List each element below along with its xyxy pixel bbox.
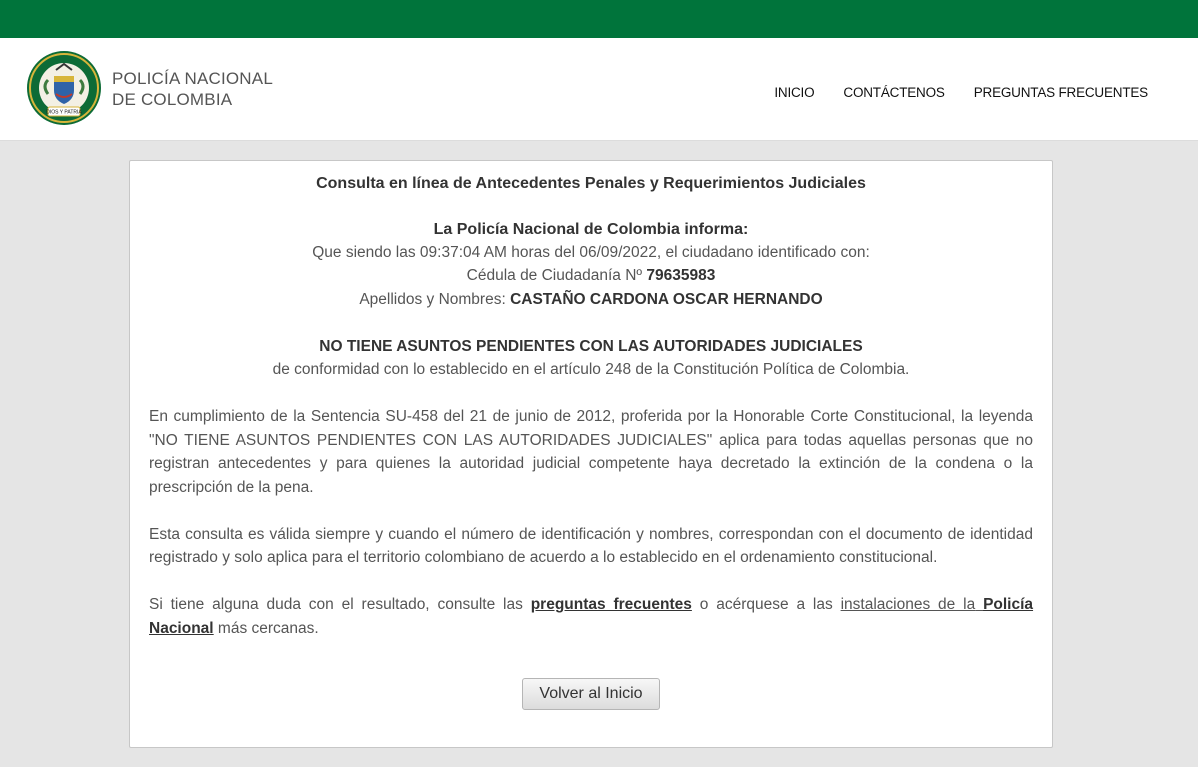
doubt-text-pre: Si tiene alguna duda con el resultado, consulte las [149, 596, 523, 613]
result-card [129, 160, 1053, 748]
brand-name [112, 68, 273, 110]
doubt-text-mid: o acérquese a las [699, 596, 833, 613]
svg-text:DIOS Y PATRIA: DIOS Y PATRIA [46, 109, 82, 116]
faq-link[interactable]: preguntas frecuentes [530, 596, 692, 613]
doubt-text-post: más cercanas. [217, 619, 319, 637]
time-line: Que siendo las 09:37:04 AM horas del 06/09/2022, el ciudadano identificado con: [312, 243, 870, 261]
nav-preguntas-frecuentes[interactable]: PREGUNTAS FRECUENTES [973, 85, 1148, 100]
doubt-paragraph [149, 593, 1033, 640]
id-line [149, 264, 1033, 288]
id-label: Cédula de Ciudadanía Nº [466, 267, 643, 284]
top-green-bar [0, 0, 1198, 38]
nav-contactenos[interactable]: CONTÁCTENOS [843, 85, 945, 100]
nav-inicio[interactable]: INICIO [774, 85, 815, 100]
installations-link-text: instalaciones de la [840, 596, 976, 613]
installations-link-bold: Policía Nacional [149, 596, 1034, 637]
back-home-button[interactable]: Volver al Inicio [522, 678, 659, 710]
name-value: CASTAÑO CARDONA OSCAR HERNANDO [510, 290, 823, 308]
result-subtext: de conformidad con lo establecido en el artículo 248 de la Constitución Política de Colombia. [272, 361, 910, 378]
brand-line-2: DE COLOMBIA [112, 90, 233, 109]
main-nav [774, 85, 1148, 100]
result-status: NO TIENE ASUNTOS PENDIENTES CON LAS AUTORIDADES JUDICIALES [319, 337, 863, 355]
validity-paragraph: Esta consulta es válida siempre y cuando el número de identificación y nombres, correspondan con el documento de identidad registrado y solo aplica para el territorio colombiano de acuerdo a lo establecido en el ordenamiento constitucional. [149, 525, 1033, 566]
police-emblem-logo[interactable] [26, 50, 102, 126]
inform-heading: La Policía Nacional de Colombia informa: [433, 220, 749, 238]
brand-line-1: POLICÍA NACIONAL [112, 69, 273, 88]
site-header [0, 38, 1198, 141]
name-line [149, 288, 1033, 312]
sentence-paragraph: En cumplimiento de la Sentencia SU-458 del 21 de junio de 2012, proferida por la Honorable Corte Constitucional, la leyenda "NO TIENE ASUNTOS PENDIENTES CON LAS AUTORIDADES JUDICIALES" aplica para todas aquellas personas que no registran antecedentes y para quienes la autoridad judicial competente haya decretado la extinción de la condena o la prescripción de la pena. [149, 408, 1033, 496]
page-title: Consulta en línea de Antecedentes Penales y Requerimientos Judiciales [316, 175, 866, 192]
id-number: 79635983 [646, 267, 716, 284]
name-label: Apellidos y Nombres: [359, 290, 506, 308]
